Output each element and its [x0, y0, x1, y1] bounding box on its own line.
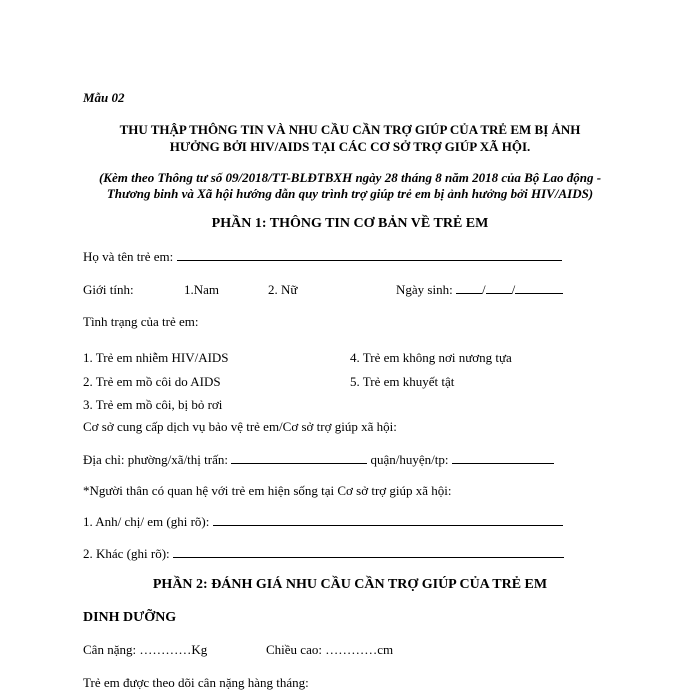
height-label[interactable]: Chiều cao: …………cm — [266, 642, 394, 657]
part2-heading: PHẦN 2: ĐÁNH GIÁ NHU CẦU CẦN TRỢ GIÚP CỦA TRẺ EM — [152, 577, 548, 592]
relative1-row — [83, 514, 563, 530]
relative2-row — [83, 546, 564, 562]
relative1-label: 1. Anh/ chị/ em (ghi rõ): — [83, 514, 210, 529]
name-row — [83, 249, 562, 265]
gender-option-male[interactable]: 1.Nam — [184, 282, 220, 297]
form-code: Mẫu 02 — [83, 90, 125, 105]
relative2-label: 2. Khác (ghi rõ): — [83, 546, 170, 561]
dob-row — [396, 282, 563, 298]
relatives-label: *Người thân có quan hệ với trẻ em hiện sống tại Cơ sở trợ giúp xã hội: — [83, 483, 452, 498]
district-field[interactable] — [452, 453, 554, 464]
facility-label: Cơ sở cung cấp dịch vụ bảo vệ trẻ em/Cơ sở trợ giúp xã hội: — [83, 419, 397, 434]
status-item-1[interactable]: 1. Trẻ em nhiễm HIV/AIDS — [83, 350, 229, 365]
monitor-label: Trẻ em được theo dõi cân nặng hàng tháng: — [83, 675, 309, 690]
status-item-5[interactable]: 5. Trẻ em khuyết tật — [350, 374, 455, 389]
weight-label[interactable]: Cân nặng: …………Kg — [83, 642, 208, 657]
dob-separator-1: / — [481, 282, 486, 297]
dob-label: Ngày sinh: — [396, 282, 453, 297]
part1-heading: PHẦN 1: THÔNG TIN CƠ BẢN VỀ TRẺ EM — [211, 216, 489, 231]
gender-option-female[interactable]: 2. Nữ — [268, 282, 298, 297]
relative1-field[interactable] — [213, 515, 563, 526]
title-line-2: HƯỞNG BỞI HIV/AIDS TẠI CÁC CƠ SỞ TRỢ GIÚP XÃ HỘI. — [169, 139, 531, 154]
address-label: Địa chỉ: phường/xã/thị trấn: — [83, 452, 228, 467]
status-item-4[interactable]: 4. Trẻ em không nơi nương tựa — [350, 350, 512, 365]
name-label: Họ và tên trẻ em: — [83, 249, 174, 264]
status-label: Tình trạng của trẻ em: — [83, 314, 199, 329]
address-row — [83, 452, 554, 468]
title-line-1: THU THẬP THÔNG TIN VÀ NHU CẦU CẦN TRỢ GIÚP CỦA TRẺ EM BỊ ẢNH — [119, 122, 581, 137]
dob-day-field[interactable] — [456, 283, 482, 294]
status-item-3[interactable]: 3. Trẻ em mồ côi, bị bỏ rơi — [83, 397, 223, 412]
relative2-field[interactable] — [173, 547, 564, 558]
note-line-1: (Kèm theo Thông tư số 09/2018/TT-BLĐTBXH ngày 28 tháng 8 năm 2018 của Bộ Lao động - — [98, 170, 602, 185]
name-field[interactable] — [177, 250, 562, 261]
status-item-2[interactable]: 2. Trẻ em mồ côi do AIDS — [83, 374, 221, 389]
district-label: quận/huyện/tp: — [370, 452, 449, 467]
dob-year-field[interactable] — [515, 283, 563, 294]
dob-separator-2: / — [511, 282, 516, 297]
note-line-2: Thương binh và Xã hội hướng dẫn quy trình trợ giúp trẻ em bị ảnh hưởng bởi HIV/AIDS) — [106, 186, 594, 201]
ward-field[interactable] — [231, 453, 367, 464]
gender-label: Giới tính: — [83, 282, 134, 297]
nutrition-heading: DINH DƯỠNG — [83, 610, 177, 625]
dob-month-field[interactable] — [486, 283, 512, 294]
